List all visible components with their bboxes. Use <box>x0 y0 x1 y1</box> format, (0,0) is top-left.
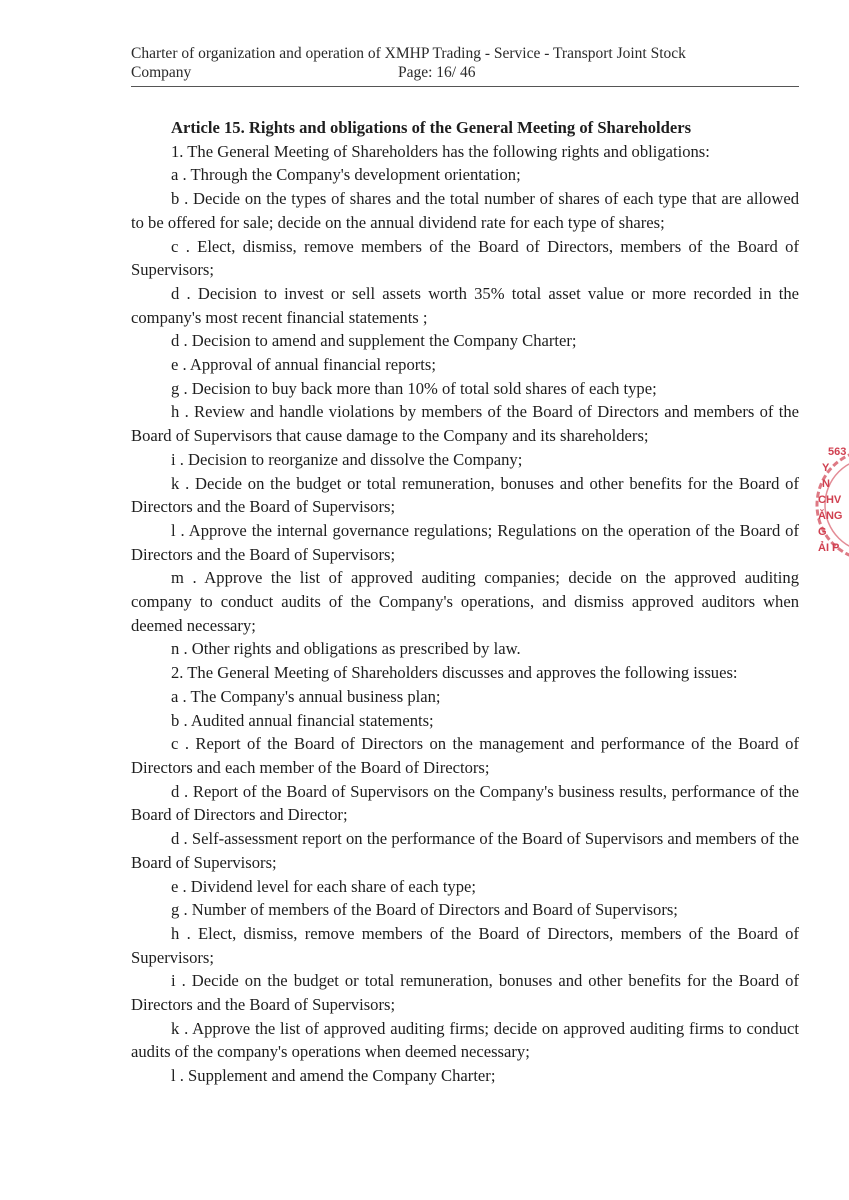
header-document-title: Charter of organization and operation of XMHP Trading - Service - Transport Joint Stock <box>131 45 686 62</box>
article-paragraph: e . Approval of annual financial reports; <box>171 355 436 375</box>
article-title: Article 15. Rights and obligations of the General Meeting of Shareholders <box>171 118 692 137</box>
article-paragraph: g . Decision to buy back more than 10% of total sold shares of each type; <box>171 378 657 398</box>
stamp-text-line: CHV <box>818 494 842 506</box>
article-paragraph: a . The Company's annual business plan; <box>171 686 441 706</box>
stamp-text-line: N <box>822 478 830 490</box>
article-paragraph: i . Decide on the budget or total remuneration, bonuses and other benefits for the Board of Directors and the Board of Supervisors; <box>131 971 799 1015</box>
article-paragraph: c . Report of the Board of Directors on the management and performance of the Board of Directors and each member of the Board of Directors; <box>131 734 799 777</box>
article-paragraph: h . Elect, dismiss, remove members of the Board of Directors, members of the Board of Supervisors; <box>131 923 799 967</box>
article-paragraph: k . Decide on the budget or total remuneration, bonuses and other benefits for the Board of Directors and the Board of Supervisors; <box>131 473 799 517</box>
stamp-text <box>818 444 846 556</box>
article-paragraph: n . Other rights and obligations as prescribed by law. <box>171 639 521 659</box>
article-paragraph: d . Decision to amend and supplement the Company Charter; <box>171 331 577 351</box>
article-paragraph: m . Approve the list of approved auditing companies; decide on the approved auditing company to conduct audits of the Company's operations, and dismiss approved auditors when deemed necessary; <box>131 568 799 635</box>
article-paragraph: a . Through the Company's development orientation; <box>171 165 521 185</box>
stamp-text-line: 563 <box>828 446 847 458</box>
stamp-text-line: Y <box>822 462 830 474</box>
article-paragraph: l . Approve the internal governance regulations; Regulations on the operation of the Board of Directors and the Board of Supervisors; <box>131 520 799 564</box>
page-number: Page: 16/ 46 <box>398 64 476 81</box>
article-paragraph: e . Dividend level for each share of each type; <box>171 876 476 896</box>
header-company: Company <box>131 64 192 81</box>
stamp-text-line: ẢI P <box>818 542 840 554</box>
article-paragraph: g . Number of members of the Board of Directors and Board of Supervisors; <box>171 900 678 920</box>
article-paragraph: c . Elect, dismiss, remove members of the Board of Directors, members of the Board of Supervisors; <box>131 236 799 280</box>
article-paragraph: b . Decide on the types of shares and the total number of shares of each type that are allowed to be offered for sale; decide on the annual dividend rate for each type of shares; <box>131 189 799 232</box>
article-paragraph: i . Decision to reorganize and dissolve the Company; <box>171 449 523 469</box>
article-paragraph: k . Approve the list of approved auditing firms; decide on approved auditing firms to conduct audits of the company's operations when deemed necessary; <box>131 1018 799 1062</box>
article-paragraphs <box>131 140 799 1088</box>
article-paragraph: d . Self-assessment report on the performance of the Board of Supervisors and members of the Board of Supervisors; <box>131 829 799 872</box>
article-paragraph: 2. The General Meeting of Shareholders discusses and approves the following issues: <box>171 663 738 683</box>
article-paragraph: l . Supplement and amend the Company Charter; <box>171 1066 496 1086</box>
document-body <box>131 116 799 1088</box>
stamp-text-line: ĂNG <box>818 510 843 522</box>
article-paragraph: 1. The General Meeting of Shareholders has the following rights and obligations: <box>171 141 710 161</box>
article-paragraph: b . Audited annual financial statements; <box>171 710 434 730</box>
header-divider <box>131 86 799 87</box>
article-paragraph: d . Decision to invest or sell assets worth 35% total asset value or more recorded in the company's most recent financial statements ; <box>131 283 799 327</box>
stamp-text-line: G <box>818 526 827 538</box>
page-header <box>131 44 799 83</box>
article-paragraph: h . Review and handle violations by members of the Board of Directors and members of the Board of Supervisors that cause damage to the Company and its shareholders; <box>131 402 799 446</box>
article-paragraph: d . Report of the Board of Supervisors on the Company's business results, performance of the Board of Directors and Director; <box>131 781 799 825</box>
